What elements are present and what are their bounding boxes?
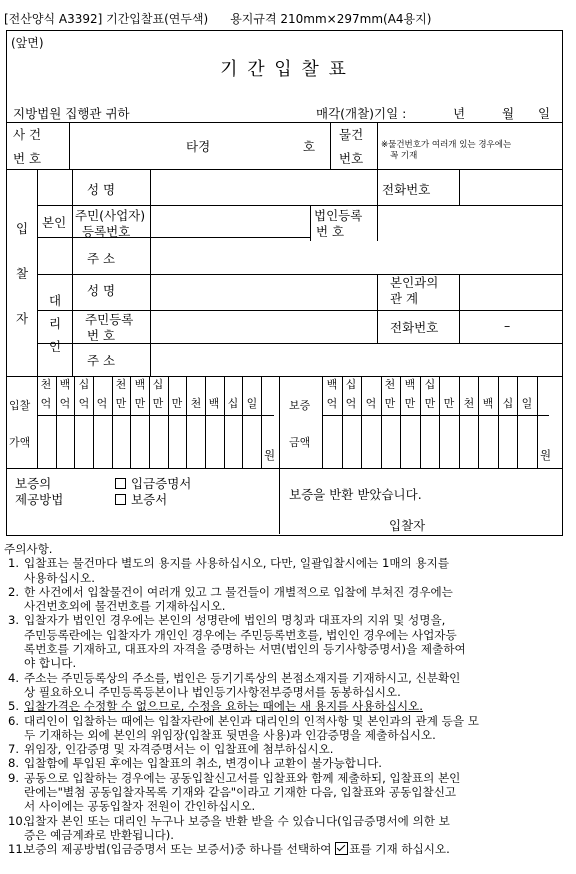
deposit-unit-bottom: 억 (326, 397, 338, 410)
note-item (4, 742, 572, 756)
deposit-unit-bottom: 백 (482, 397, 494, 410)
note-line: 주소는 주민등록상의 주소를, 법인은 등기기록상의 본점소재지를 기재하시고, 신분확인 (24, 670, 461, 685)
bid-unit-top: 천 (40, 378, 52, 391)
agent-name-label: 성 명 (87, 283, 116, 298)
note-item (4, 585, 572, 614)
principal-label: 본인 (42, 215, 67, 230)
note-line: 두 기재하는 외에 본인의 위임장(입찰표 뒷면을 사용)과 인감증명을 제출하십시오. (24, 727, 436, 742)
note-line: 입찰자 본인 또는 대리인 누구나 보증을 반환 받을 수 있습니다(입금증명서에 의한 보 (24, 813, 450, 828)
checkbox-icon[interactable] (115, 494, 126, 505)
deposit-unit-bottom: 만 (443, 397, 455, 410)
note-line: 공동으로 입찰하는 경우에는 공동입찰신고서를 입찰표와 함께 제출하되, 입찰표의 본인 (24, 770, 461, 785)
bid-unit-top: 백 (59, 378, 71, 391)
note-item (4, 842, 572, 856)
corp-no-label: 법인등록 (314, 208, 363, 223)
deposit-unit-bottom: 만 (424, 397, 436, 410)
bid-unit-bottom: 십 (227, 397, 239, 410)
method-label-2: 제공방법 (15, 492, 64, 507)
resident-no-label: 주민(사업자) (75, 208, 146, 223)
bid-unit-top: 백 (134, 378, 146, 391)
note-line: 입찰가격은 수정할 수 없으므로, 수정을 요하는 때에는 새 용지를 사용하십시오. (24, 699, 423, 714)
bid-unit-top: 십 (152, 378, 164, 391)
agent-label-2: 리 (49, 316, 62, 331)
form-header (4, 10, 431, 27)
note-number: 2. (8, 584, 20, 599)
item-no-label-2: 번호 (339, 151, 364, 166)
bid-unit-bottom: 만 (171, 397, 183, 410)
bidder-label-3: 자 (16, 311, 29, 326)
notes-heading: 주의사항. (4, 542, 53, 556)
deposit-unit-bottom: 일 (521, 397, 533, 410)
addressee: 지방법원 집행관 귀하 (13, 106, 130, 121)
note-item (4, 671, 572, 700)
case-no-label-2: 번 호 (13, 151, 42, 166)
sale-date-label: 매각(개찰)기일 : (316, 106, 407, 121)
note-number: 11. (8, 842, 27, 857)
day-label: 일 (538, 106, 551, 121)
deposit-won: 원 (540, 448, 552, 462)
paper-spec: 용지규격 210mm×297mm(A4용지) (230, 12, 432, 26)
month-label: 월 (502, 106, 515, 121)
return-text: 보증을 반환 받았습니다. (289, 487, 422, 502)
phone-label: 전화번호 (382, 182, 431, 197)
note-line: 입찰함에 투입된 후에는 입찰표의 취소, 변경이나 교환이 불가능합니다. (24, 756, 382, 771)
note-line: 상 필요하오니 주민등록등본이나 법인등기사항전부증명서를 동봉하십시오. (24, 684, 401, 699)
note-line: 록번호를 기재하고, 대표자의 자격을 증명하는 서면(법인의 등기사항증명서)을 제출하여 (24, 642, 466, 657)
agent-label-3: 인 (49, 339, 62, 354)
note-item (4, 771, 572, 814)
bid-unit-bottom: 만 (134, 397, 146, 410)
item-no-note-2: 꼭 기재 (390, 151, 418, 161)
deposit-unit-bottom: 만 (404, 397, 416, 410)
bid-label-bottom: 가액 (9, 436, 31, 449)
note-line: 증은 예금계좌로 반환됩니다). (24, 827, 174, 842)
bid-unit-bottom: 억 (59, 397, 71, 410)
note-line: 위임장, 인감증명 및 자격증명서는 이 입찰표에 첨부하십시오. (24, 742, 334, 757)
note-number: 9. (8, 770, 20, 785)
deposit-unit-top: 십 (424, 378, 436, 391)
note-line: 입찰표는 물건마다 별도의 용지를 사용하십시오, 다만, 일괄입찰시에는 1매의 용지를 (24, 556, 450, 571)
deposit-unit-top: 백 (404, 378, 416, 391)
option-deposit-certificate[interactable]: 입금증명서 (115, 474, 191, 492)
note-line: 대리인이 입찰하는 때에는 입찰자란에 본인과 대리인의 인적사항 및 본인과의 관계 등을 모 (24, 713, 479, 728)
note-line: 보증의 제공방법(입금증명서 또는 보증서)중 하나를 선택하여 (24, 842, 332, 857)
notes-section (4, 542, 572, 857)
item-no-note: ※물건번호가 여러개 있는 경우에는 (381, 140, 512, 150)
relation-label: 본인과의 (390, 275, 439, 290)
deposit-unit-top: 십 (345, 378, 357, 391)
agent-resident-label-2: 번 호 (87, 328, 116, 343)
relation-label-2: 관 계 (390, 291, 419, 306)
deposit-unit-top: 천 (384, 378, 396, 391)
note-item (4, 613, 572, 670)
case-type: 타경 (186, 139, 211, 154)
note-line: 주민등록란에는 입찰자가 개인인 경우에는 주민등록번호를, 법인인 경우에는 사업자등 (24, 627, 457, 642)
note-number: 7. (8, 742, 20, 757)
case-no-label: 사 건 (13, 127, 42, 142)
bid-unit-bottom: 일 (246, 397, 258, 410)
note-line: 표를 기재 하십시오. (349, 842, 450, 857)
note-item (4, 714, 572, 743)
item-no-label: 물건 (339, 127, 364, 142)
note-item (4, 814, 572, 843)
bid-unit-bottom: 만 (152, 397, 164, 410)
bid-form (6, 30, 563, 536)
bidder-sign-label: 입찰자 (389, 518, 426, 533)
bid-unit-bottom: 억 (96, 397, 108, 410)
agent-label-1: 대 (49, 293, 62, 308)
front-side-label: (앞면) (11, 36, 44, 50)
deposit-unit-bottom: 억 (365, 397, 377, 410)
bid-won: 원 (264, 448, 276, 462)
note-number: 6. (8, 713, 20, 728)
bid-unit-top: 십 (78, 378, 90, 391)
case-suffix: 호 (303, 139, 316, 154)
note-line: 란에는"별첨 공동입찰자목록 기재와 같음"이라고 기재한 다음, 입찰표와 공동입찰신고 (24, 785, 457, 800)
bid-label-top: 입찰 (9, 399, 31, 412)
note-item (4, 756, 572, 770)
form-code: [전산양식 A3392] 기간입찰표(연두색) (4, 12, 209, 26)
bidder-label-1: 입 (16, 221, 29, 236)
note-number: 4. (8, 670, 20, 685)
agent-address-label: 주 소 (87, 353, 116, 368)
corp-no-label-2: 번 호 (316, 224, 345, 239)
name-label: 성 명 (87, 182, 116, 197)
option-guarantee[interactable]: 보증서 (115, 490, 167, 508)
deposit-unit-bottom: 십 (502, 397, 514, 410)
note-line: 사건번호외에 물건번호를 기재하십시오. (24, 599, 226, 614)
note-item (4, 699, 572, 713)
agent-phone-separator: – (504, 318, 511, 333)
bidder-label-2: 찰 (16, 266, 29, 281)
note-line: 야 합니다. (24, 656, 77, 671)
address-label: 주 소 (87, 251, 116, 266)
form-title: 기 간 입 찰 표 (220, 59, 348, 80)
agent-phone-label: 전화번호 (390, 320, 439, 335)
note-number: 5. (8, 699, 20, 714)
note-number: 3. (8, 613, 20, 628)
bid-unit-bottom: 만 (115, 397, 127, 410)
deposit-unit-bottom: 천 (463, 397, 475, 410)
deposit-unit-bottom: 만 (384, 397, 396, 410)
checkmark-box-icon (335, 842, 348, 855)
note-number: 1. (8, 556, 20, 571)
deposit-label-top: 보증 (289, 399, 311, 412)
deposit-label-bottom: 금액 (289, 436, 311, 449)
deposit-unit-top: 백 (326, 378, 338, 391)
year-label: 년 (453, 106, 466, 121)
resident-no-label-2: 등록번호 (82, 224, 131, 239)
note-line: 사용하십시오. (24, 570, 95, 585)
bid-unit-bottom: 억 (40, 397, 52, 410)
bid-unit-bottom: 백 (208, 397, 220, 410)
note-line: 입찰자가 법인인 경우에는 본인의 성명란에 법인의 명칭과 대표자의 지위 및 성명을, (24, 613, 446, 628)
note-line: 한 사건에서 입찰물건이 여러개 있고 그 물건들이 개별적으로 입찰에 부쳐진 경우에는 (24, 584, 453, 599)
note-item (4, 556, 572, 585)
deposit-unit-bottom: 억 (345, 397, 357, 410)
note-line: 서 사이에는 공동입찰자 전원이 간인하십시오. (24, 799, 256, 814)
checkbox-icon[interactable] (115, 478, 126, 489)
note-number: 8. (8, 756, 20, 771)
agent-resident-label: 주민등록 (85, 312, 134, 327)
bid-unit-bottom: 억 (78, 397, 90, 410)
method-label: 보증의 (15, 476, 52, 491)
bid-unit-bottom: 천 (190, 397, 202, 410)
bid-unit-top: 천 (115, 378, 127, 391)
note-number: 10. (8, 813, 27, 828)
